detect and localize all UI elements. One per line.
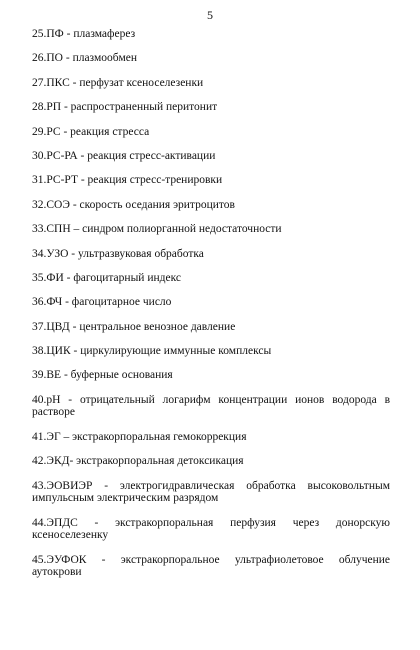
list-item: 36.ФЧ - фагоцитарное число [32, 296, 172, 309]
list-item: 33.СПН – синдром полиорганной недостаточности [32, 223, 282, 236]
list-item: 43.ЭОВИЭР - электрогидравлическая обработка высоковольтным импульсным электрическим разрядом [32, 479, 390, 504]
list-item: 42.ЭКД- экстракорпоральная детоксикация [32, 455, 244, 468]
page-number: 5 [207, 8, 213, 22]
list-item: 39.ВЕ - буферные основания [32, 369, 173, 382]
list-item: 31.РС-РТ - реакция стресс-тренировки [32, 174, 223, 187]
list-item: 25.ПФ - плазмаферез [32, 28, 136, 40]
list-item: 27.ПКС - перфузат ксеноселезенки [32, 76, 204, 89]
list-item: 41.ЭГ – экстракорпоральная гемокоррекция [32, 430, 247, 443]
list-item: 44.ЭПДС - экстракорпоральная перфузия через донорскую ксеноселезенку [32, 516, 390, 541]
list-item: 35.ФИ - фагоцитарный индекс [32, 271, 181, 284]
list-item: 34.УЗО - ультразвуковая обработка [32, 247, 204, 260]
list-item: 30.РС-РА - реакция стресс-активации [32, 149, 216, 162]
list-item: 45.ЭУФОК - экстракорпоральное ультрафиолетовое облучение аутокрови [32, 553, 390, 578]
list-item: 38.ЦИК - циркулирующие иммунные комплексы [32, 345, 272, 358]
list-item: 29.РС - реакция стресса [32, 125, 150, 138]
list-item: 28.РП - распространенный перитонит [32, 101, 218, 114]
list-item: 26.ПО - плазмообмен [32, 52, 137, 65]
list-item: 32.СОЭ - скорость оседания эритроцитов [32, 198, 235, 211]
list-item: 37.ЦВД - центральное венозное давление [32, 320, 236, 333]
list-item: 40.рН - отрицательный логарифм концентрации ионов водорода в растворе [32, 393, 390, 418]
abbreviation-list [32, 28, 390, 591]
